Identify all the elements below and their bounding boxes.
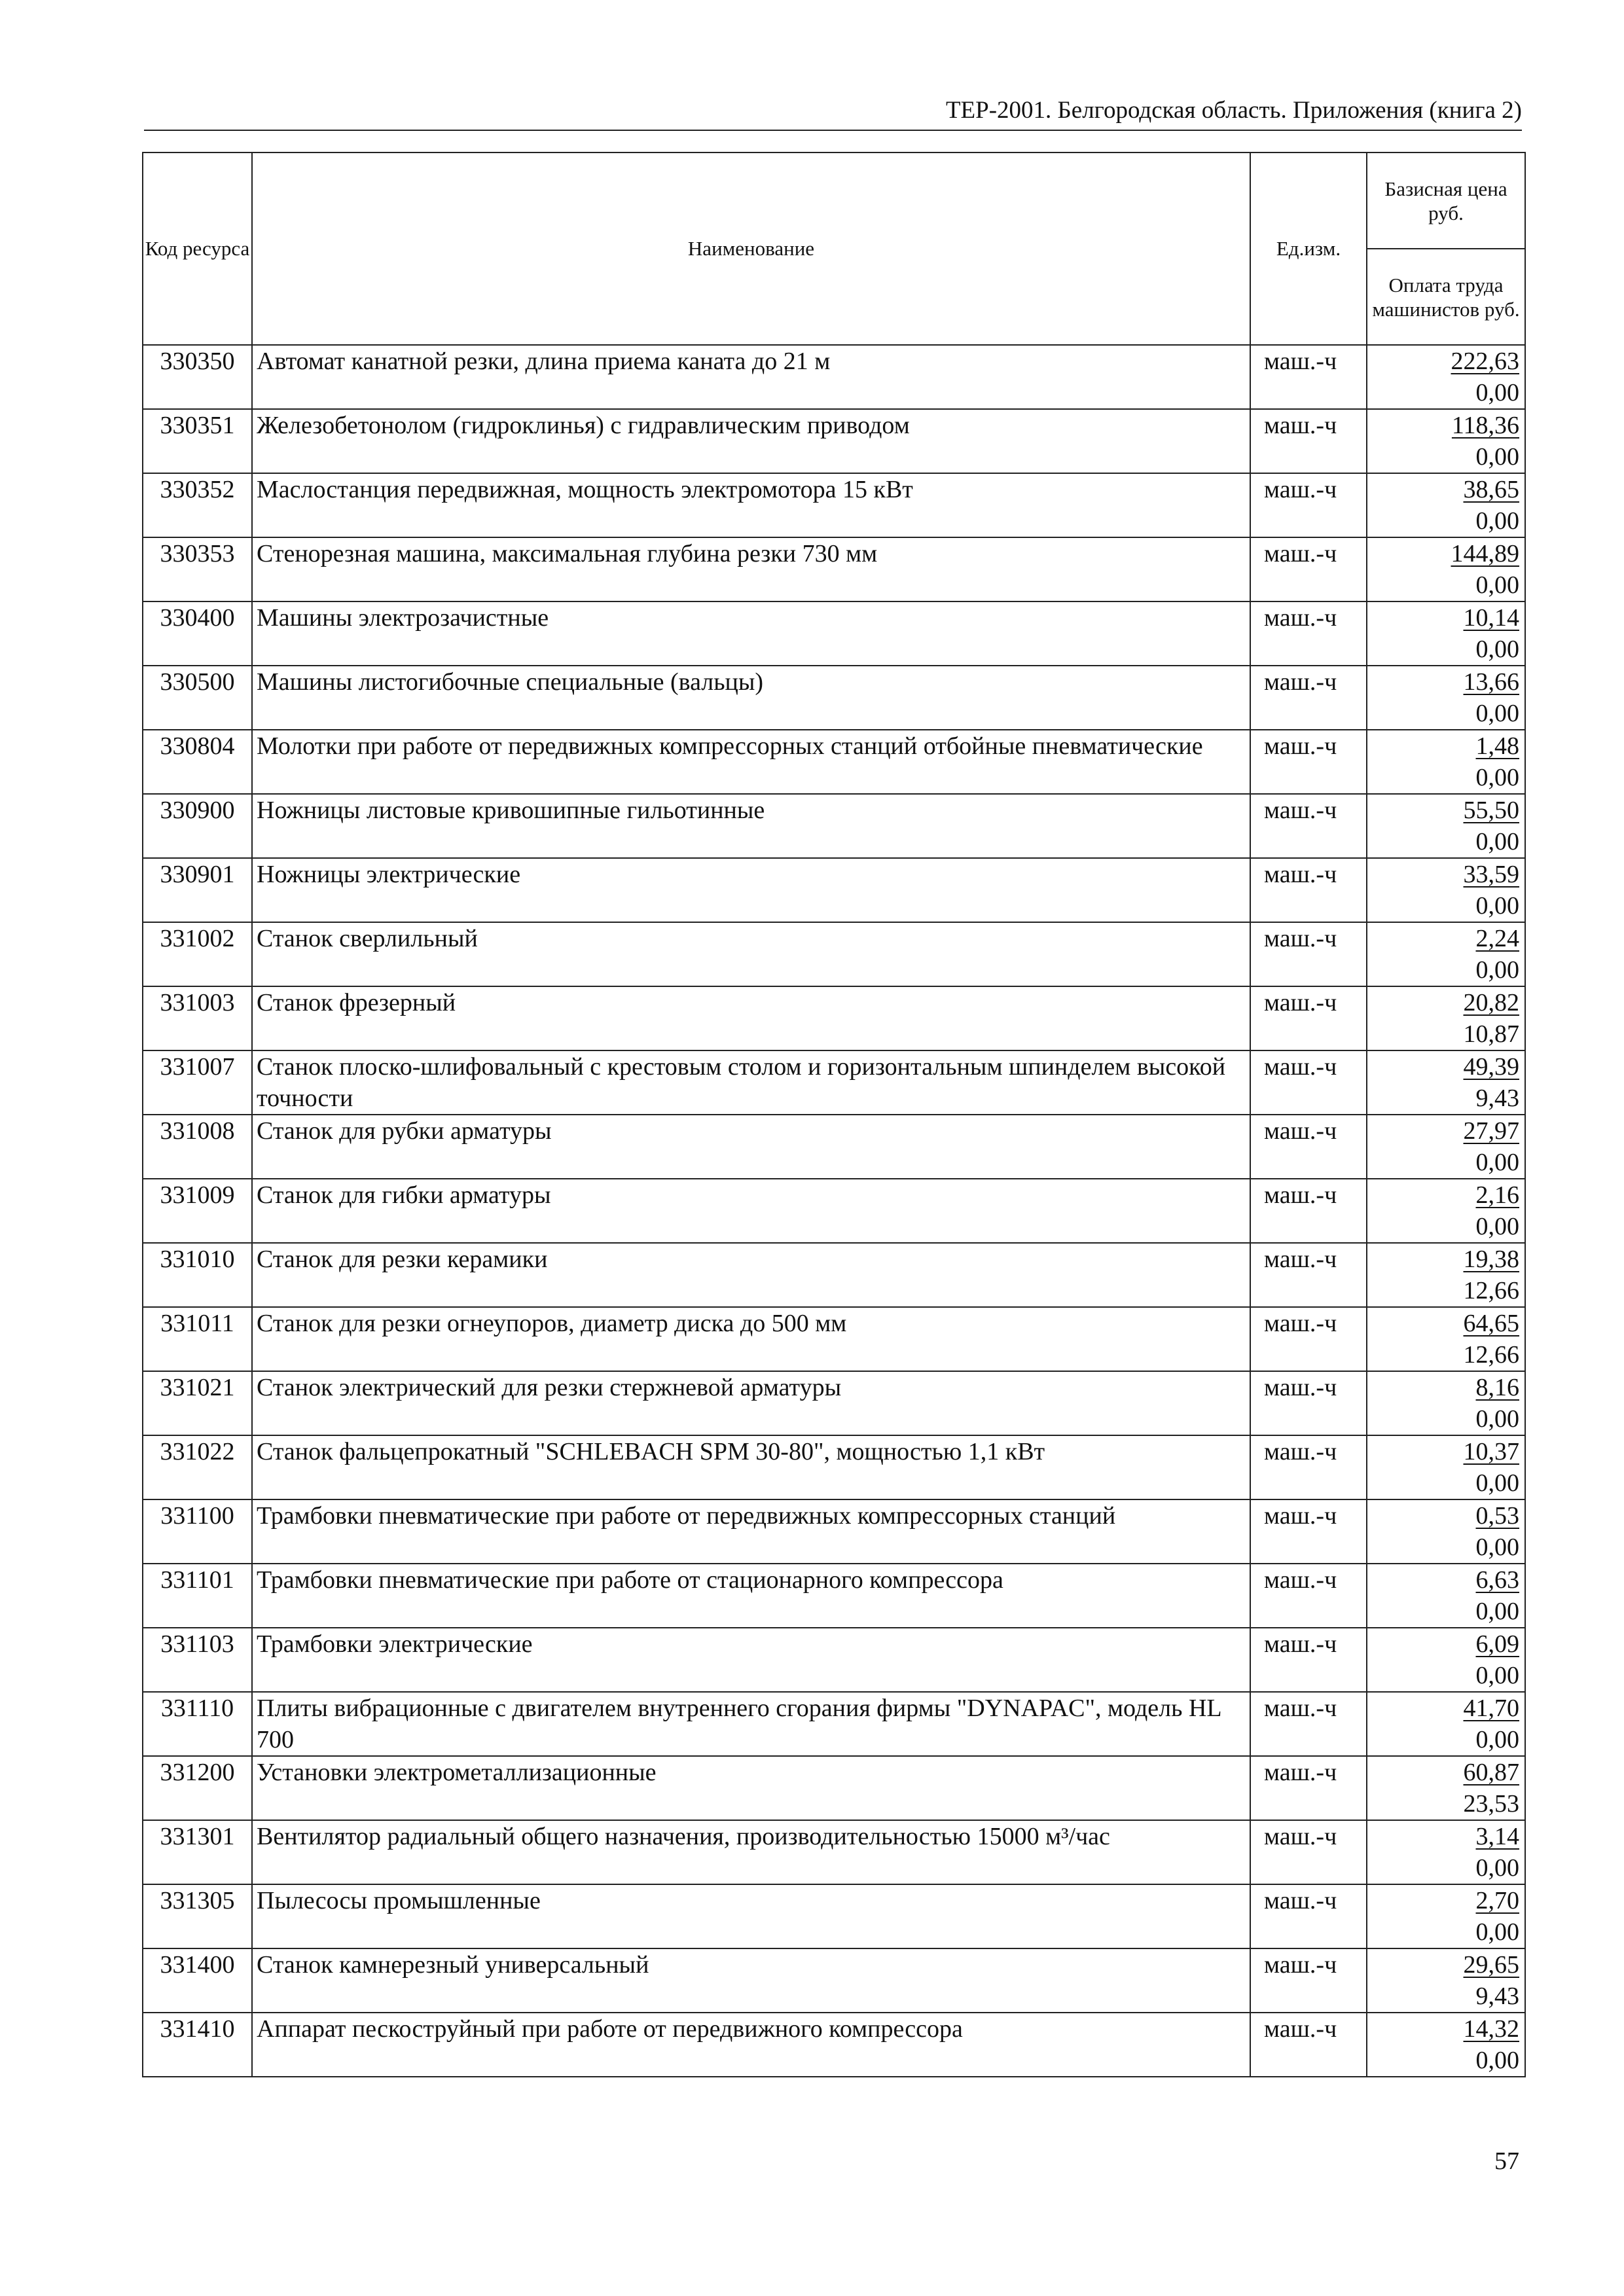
price-cell: [1367, 2013, 1525, 2077]
base-price: 8,16: [1475, 1374, 1519, 1401]
table-row: [143, 601, 1525, 666]
resource-name: Ножницы электрические: [252, 858, 1250, 922]
table-row: [143, 1371, 1525, 1435]
resource-code: 331022: [143, 1435, 252, 1499]
table-row: [143, 794, 1525, 858]
base-price: 33,59: [1463, 861, 1519, 888]
table-row: [143, 1115, 1525, 1179]
resource-name: Молотки при работе от передвижных компрессорных станций отбойные пневматические: [252, 730, 1250, 794]
price-cell: [1367, 922, 1525, 986]
resource-name: Железобетонолом (гидроклинья) с гидравлическим приводом: [252, 409, 1250, 473]
resource-unit: маш.-ч: [1250, 1050, 1367, 1115]
table-row: [143, 1628, 1525, 1692]
base-price: 60,87: [1463, 1759, 1519, 1786]
resource-unit: маш.-ч: [1250, 601, 1367, 666]
price-cell: [1367, 537, 1525, 601]
table-row: [143, 666, 1525, 730]
base-price: 13,66: [1463, 668, 1519, 696]
resource-code: 331021: [143, 1371, 252, 1435]
resource-unit: маш.-ч: [1250, 537, 1367, 601]
labor-pay: 0,00: [1475, 1213, 1519, 1240]
resource-code: 330400: [143, 601, 252, 666]
resource-code: 331400: [143, 1948, 252, 2013]
resource-unit: маш.-ч: [1250, 1564, 1367, 1628]
header-code: Код ресурса: [143, 152, 252, 345]
table-row: [143, 1884, 1525, 1948]
base-price: 27,97: [1463, 1117, 1519, 1145]
base-price: 19,38: [1463, 1246, 1519, 1273]
resource-unit: маш.-ч: [1250, 1628, 1367, 1692]
table-row: [143, 1307, 1525, 1371]
resource-code: 330352: [143, 473, 252, 537]
base-price: 0,53: [1475, 1502, 1519, 1530]
labor-pay: 0,00: [1475, 379, 1519, 406]
resource-code: 330900: [143, 794, 252, 858]
base-price: 10,37: [1463, 1438, 1519, 1465]
resource-code: 331010: [143, 1243, 252, 1307]
resource-name: Машины электрозачистные: [252, 601, 1250, 666]
table-row: [143, 986, 1525, 1050]
resource-name: Плиты вибрационные с двигателем внутреннего сгорания фирмы "DYNAPAC", модель HL 700: [252, 1692, 1250, 1756]
labor-pay: 0,00: [1475, 828, 1519, 855]
labor-pay: 0,00: [1475, 1598, 1519, 1625]
resource-unit: маш.-ч: [1250, 409, 1367, 473]
price-cell: [1367, 1179, 1525, 1243]
resource-unit: маш.-ч: [1250, 1820, 1367, 1884]
resource-unit: маш.-ч: [1250, 1371, 1367, 1435]
resource-unit: маш.-ч: [1250, 1115, 1367, 1179]
resource-code: 331100: [143, 1499, 252, 1564]
labor-pay: 0,00: [1475, 443, 1519, 471]
resource-code: 331007: [143, 1050, 252, 1115]
resource-code: 330351: [143, 409, 252, 473]
table-row: [143, 858, 1525, 922]
resource-unit: маш.-ч: [1250, 794, 1367, 858]
labor-pay: 0,00: [1475, 1534, 1519, 1561]
resource-name: Трамбовки пневматические при работе от передвижных компрессорных станций: [252, 1499, 1250, 1564]
resource-code: 331003: [143, 986, 252, 1050]
resource-name: Стенорезная машина, максимальная глубина резки 730 мм: [252, 537, 1250, 601]
resource-unit: маш.-ч: [1250, 730, 1367, 794]
resource-name: Автомат канатной резки, длина приема каната до 21 м: [252, 345, 1250, 409]
base-price: 38,65: [1463, 476, 1519, 503]
resource-unit: маш.-ч: [1250, 345, 1367, 409]
base-price: 2,24: [1475, 925, 1519, 952]
resource-code: 330804: [143, 730, 252, 794]
price-cell: [1367, 1435, 1525, 1499]
labor-pay: 9,43: [1475, 1982, 1519, 2010]
resource-name: Установки электрометаллизационные: [252, 1756, 1250, 1820]
resource-code: 331009: [143, 1179, 252, 1243]
resource-unit: маш.-ч: [1250, 1692, 1367, 1756]
table-row: [143, 1820, 1525, 1884]
running-title: ТЕР-2001. Белгородская область. Приложения (книга 2): [945, 97, 1522, 124]
price-cell: [1367, 730, 1525, 794]
resource-name: Станок для резки керамики: [252, 1243, 1250, 1307]
labor-pay: 0,00: [1475, 956, 1519, 984]
labor-pay: 0,00: [1475, 1149, 1519, 1176]
price-cell: [1367, 1371, 1525, 1435]
base-price: 6,63: [1475, 1566, 1519, 1594]
header-unit: Ед.изм.: [1250, 152, 1367, 345]
resource-code: 331008: [143, 1115, 252, 1179]
resource-code: 331301: [143, 1820, 252, 1884]
resource-code: 331305: [143, 1884, 252, 1948]
resource-unit: маш.-ч: [1250, 1948, 1367, 2013]
resource-name: Станок камнерезный универсальный: [252, 1948, 1250, 2013]
base-price: 2,16: [1475, 1181, 1519, 1209]
header-rule: [144, 130, 1522, 131]
table-row: [143, 345, 1525, 409]
resource-unit: маш.-ч: [1250, 986, 1367, 1050]
page-number: 57: [1494, 2147, 1519, 2175]
price-cell: [1367, 1884, 1525, 1948]
table-row: [143, 1435, 1525, 1499]
table-row: [143, 1050, 1525, 1115]
resource-code: 330350: [143, 345, 252, 409]
resource-name: Станок электрический для резки стержневой арматуры: [252, 1371, 1250, 1435]
table-row: [143, 1499, 1525, 1564]
labor-pay: 0,00: [1475, 636, 1519, 663]
base-price: 3,14: [1475, 1823, 1519, 1850]
resource-unit: маш.-ч: [1250, 1307, 1367, 1371]
base-price: 14,32: [1463, 2015, 1519, 2043]
resource-name: Станок плоско-шлифовальный с крестовым столом и горизонтальным шпинделем высокой точности: [252, 1050, 1250, 1115]
header-labor-pay: Оплата труда машинистов руб.: [1367, 249, 1525, 345]
base-price: 6,09: [1475, 1630, 1519, 1658]
resource-name: Станок фальцепрокатный "SCHLEBACH SPM 30-80", мощностью 1,1 кВт: [252, 1435, 1250, 1499]
table-row: [143, 730, 1525, 794]
labor-pay: 0,00: [1475, 700, 1519, 727]
labor-pay: 0,00: [1475, 2047, 1519, 2074]
table-row: [143, 1564, 1525, 1628]
price-cell: [1367, 1050, 1525, 1115]
resource-code: 331410: [143, 2013, 252, 2077]
resource-code: 330500: [143, 666, 252, 730]
base-price: 1,48: [1475, 732, 1519, 760]
base-price: 64,65: [1463, 1310, 1519, 1337]
resource-code: 331200: [143, 1756, 252, 1820]
base-price: 10,14: [1463, 604, 1519, 632]
table-row: [143, 537, 1525, 601]
price-cell: [1367, 1499, 1525, 1564]
resource-name: Станок сверлильный: [252, 922, 1250, 986]
base-price: 55,50: [1463, 797, 1519, 824]
labor-pay: 0,00: [1475, 1726, 1519, 1753]
resource-unit: маш.-ч: [1250, 1435, 1367, 1499]
base-price: 20,82: [1463, 989, 1519, 1016]
price-cell: [1367, 858, 1525, 922]
table-row: [143, 473, 1525, 537]
price-cell: [1367, 1243, 1525, 1307]
resource-unit: маш.-ч: [1250, 858, 1367, 922]
table-row: [143, 2013, 1525, 2077]
resource-unit: маш.-ч: [1250, 922, 1367, 986]
labor-pay: 23,53: [1463, 1790, 1519, 1818]
price-cell: [1367, 794, 1525, 858]
header-base-price: Базисная цена руб.: [1367, 152, 1525, 249]
labor-pay: 0,00: [1475, 1662, 1519, 1689]
price-cell: [1367, 666, 1525, 730]
labor-pay: 10,87: [1463, 1020, 1519, 1048]
resource-unit: маш.-ч: [1250, 1243, 1367, 1307]
price-cell: [1367, 1307, 1525, 1371]
labor-pay: 0,00: [1475, 764, 1519, 791]
resource-unit: маш.-ч: [1250, 666, 1367, 730]
labor-pay: 0,00: [1475, 571, 1519, 599]
price-cell: [1367, 1628, 1525, 1692]
base-price: 118,36: [1451, 412, 1519, 439]
price-cell: [1367, 1948, 1525, 2013]
table-row: [143, 1948, 1525, 2013]
price-cell: [1367, 601, 1525, 666]
resource-unit: маш.-ч: [1250, 473, 1367, 537]
resource-name: Станок фрезерный: [252, 986, 1250, 1050]
table-row: [143, 1692, 1525, 1756]
resource-name: Машины листогибочные специальные (вальцы): [252, 666, 1250, 730]
base-price: 49,39: [1463, 1053, 1519, 1081]
base-price: 2,70: [1475, 1887, 1519, 1914]
table-row: [143, 1179, 1525, 1243]
resource-name: Ножницы листовые кривошипные гильотинные: [252, 794, 1250, 858]
labor-pay: 0,00: [1475, 1854, 1519, 1882]
resource-name: Станок для гибки арматуры: [252, 1179, 1250, 1243]
resource-name: Пылесосы промышленные: [252, 1884, 1250, 1948]
labor-pay: 0,00: [1475, 507, 1519, 535]
price-cell: [1367, 1820, 1525, 1884]
labor-pay: 0,00: [1475, 1918, 1519, 1946]
resource-name: Трамбовки пневматические при работе от стационарного компрессора: [252, 1564, 1250, 1628]
labor-pay: 0,00: [1475, 1469, 1519, 1497]
resource-code: 331101: [143, 1564, 252, 1628]
table-row: [143, 409, 1525, 473]
resource-name: Станок для резки огнеупоров, диаметр диска до 500 мм: [252, 1307, 1250, 1371]
labor-pay: 0,00: [1475, 1405, 1519, 1433]
price-cell: [1367, 409, 1525, 473]
resource-name: Трамбовки электрические: [252, 1628, 1250, 1692]
resource-code: 331103: [143, 1628, 252, 1692]
header-name: Наименование: [252, 152, 1250, 345]
resource-price-table: [142, 152, 1526, 2077]
price-cell: [1367, 1115, 1525, 1179]
base-price: 29,65: [1463, 1951, 1519, 1979]
base-price: 222,63: [1451, 348, 1519, 375]
resource-code: 331002: [143, 922, 252, 986]
resource-unit: маш.-ч: [1250, 1756, 1367, 1820]
base-price: 144,89: [1451, 540, 1519, 567]
table-row: [143, 1756, 1525, 1820]
table-row: [143, 922, 1525, 986]
price-cell: [1367, 986, 1525, 1050]
labor-pay: 12,66: [1463, 1341, 1519, 1369]
labor-pay: 12,66: [1463, 1277, 1519, 1304]
resource-name: Аппарат пескоструйный при работе от передвижного компрессора: [252, 2013, 1250, 2077]
labor-pay: 0,00: [1475, 892, 1519, 920]
resource-code: 330353: [143, 537, 252, 601]
price-cell: [1367, 345, 1525, 409]
resource-name: Станок для рубки арматуры: [252, 1115, 1250, 1179]
resource-unit: маш.-ч: [1250, 1884, 1367, 1948]
resource-unit: маш.-ч: [1250, 1179, 1367, 1243]
price-cell: [1367, 1756, 1525, 1820]
resource-name: Вентилятор радиальный общего назначения, производительностью 15000 м³/час: [252, 1820, 1250, 1884]
resource-unit: маш.-ч: [1250, 2013, 1367, 2077]
resource-unit: маш.-ч: [1250, 1499, 1367, 1564]
resource-code: 330901: [143, 858, 252, 922]
labor-pay: 9,43: [1475, 1085, 1519, 1112]
price-cell: [1367, 1564, 1525, 1628]
price-cell: [1367, 473, 1525, 537]
resource-code: 331011: [143, 1307, 252, 1371]
price-cell: [1367, 1692, 1525, 1756]
resource-code: 331110: [143, 1692, 252, 1756]
base-price: 41,70: [1463, 1695, 1519, 1722]
resource-name: Маслостанция передвижная, мощность электромотора 15 кВт: [252, 473, 1250, 537]
table-row: [143, 1243, 1525, 1307]
